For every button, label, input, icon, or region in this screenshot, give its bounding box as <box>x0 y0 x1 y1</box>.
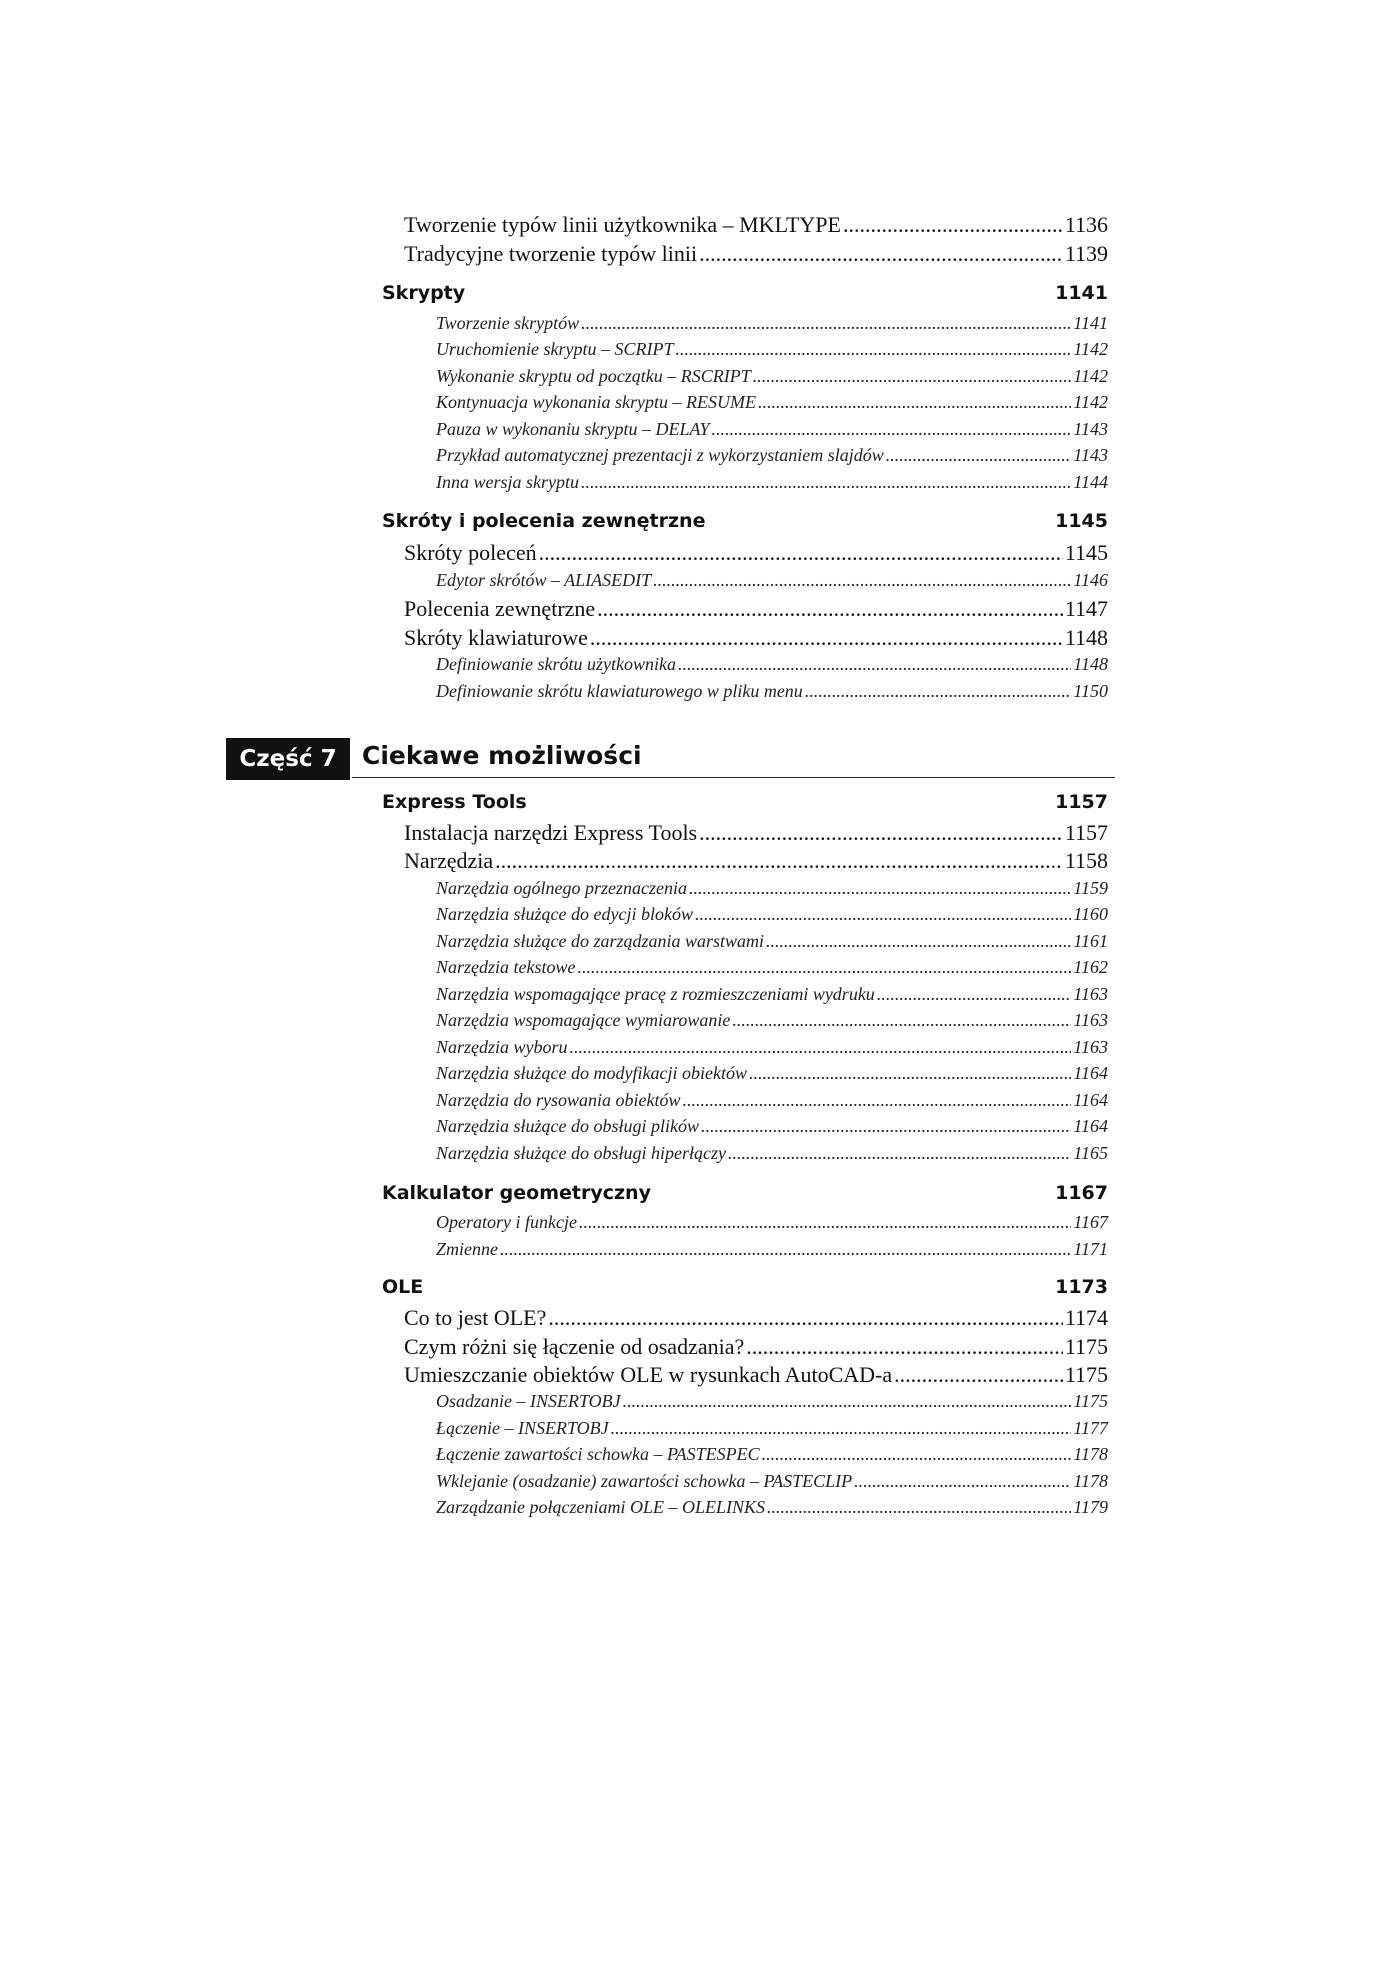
entry-title: Definiowanie skrótu klawiaturowego w pliku menu <box>436 681 803 701</box>
dot-leader <box>894 1362 1063 1388</box>
entry-title: Zmienne <box>436 1239 498 1259</box>
dot-leader <box>597 596 1063 622</box>
section-heading <box>382 1276 1108 1298</box>
dot-leader <box>762 1444 1072 1465</box>
entry-title: Instalacja narzędzi Express Tools <box>404 820 698 845</box>
entry-title: Zarządzanie połączeniami OLE – OLELINKS <box>436 1497 766 1517</box>
dot-leader <box>758 392 1071 413</box>
section-title: Skrypty <box>382 282 466 304</box>
section-heading <box>382 282 1108 304</box>
entry-page: 1142 <box>1073 392 1108 412</box>
entry-title: Polecenia zewnętrzne <box>404 596 596 621</box>
entry-title: Skróty klawiaturowe <box>404 625 588 650</box>
entry-title: Narzędzia wspomagające wymiarowanie <box>436 1010 731 1030</box>
part-label: Część 7 <box>226 738 350 780</box>
entry-page: 1143 <box>1073 419 1108 439</box>
entry-page: 1177 <box>1073 1418 1108 1438</box>
section-title: OLE <box>382 1276 424 1298</box>
entry-title: Umieszczanie obiektów OLE w rysunkach AutoCAD-a <box>404 1362 893 1387</box>
toc-subentry <box>436 1090 1108 1111</box>
entry-title: Narzędzia do rysowania obiektów <box>436 1090 681 1110</box>
toc-entry <box>404 848 1108 874</box>
entry-title: Narzędzia służące do obsługi plików <box>436 1116 700 1136</box>
dot-leader <box>886 445 1072 466</box>
entry-title: Definiowanie skrótu użytkownika <box>436 654 676 674</box>
entry-page: 1163 <box>1073 1010 1108 1030</box>
entry-title: Czym różni się łączenie od osadzania? <box>404 1334 745 1359</box>
dot-leader <box>500 1239 1071 1260</box>
entry-title: Edytor skrótów – ALIASEDIT <box>436 570 652 590</box>
toc-subentry <box>436 445 1108 466</box>
dot-leader <box>678 654 1071 675</box>
entry-page: 1164 <box>1073 1116 1108 1136</box>
toc-subentry <box>436 472 1108 493</box>
toc-subentry <box>436 339 1108 360</box>
dot-leader <box>611 1418 1072 1439</box>
entry-page: 1179 <box>1073 1497 1108 1517</box>
dot-leader <box>699 241 1063 267</box>
part-title: Ciekawe możliwości <box>362 741 642 770</box>
entry-page: 1163 <box>1073 984 1108 1004</box>
section-page: 1141 <box>1055 282 1108 304</box>
section-heading <box>382 1182 1108 1204</box>
dot-leader <box>578 957 1072 978</box>
section-page: 1145 <box>1055 510 1108 532</box>
entry-title: Operatory i funkcje <box>436 1212 577 1232</box>
toc-subentry <box>436 1116 1108 1137</box>
section-title: Express Tools <box>382 791 527 813</box>
section-page: 1157 <box>1055 791 1108 813</box>
entry-title: Uruchomienie skryptu – SCRIPT <box>436 339 674 359</box>
dot-leader <box>590 625 1063 651</box>
entry-page: 1175 <box>1064 1362 1108 1387</box>
entry-title: Przykład automatycznej prezentacji z wykorzystaniem slajdów <box>436 445 884 465</box>
entry-title: Tworzenie typów linii użytkownika – MKLTYPE <box>404 212 841 237</box>
toc-entry <box>404 241 1108 267</box>
dot-leader <box>746 1334 1063 1360</box>
entry-title: Tradycyjne tworzenie typów linii <box>404 241 698 266</box>
toc-subentry <box>436 570 1108 591</box>
entry-title: Narzędzia wyboru <box>436 1037 568 1057</box>
entry-page: 1145 <box>1064 540 1108 565</box>
section-title: Kalkulator geometryczny <box>382 1182 651 1204</box>
toc-subentry <box>436 904 1108 925</box>
toc-subentry <box>436 1063 1108 1084</box>
dot-leader <box>699 820 1063 846</box>
toc-subentry <box>436 1391 1108 1412</box>
entry-title: Narzędzia ogólnego przeznaczenia <box>436 878 687 898</box>
entry-page: 1164 <box>1073 1090 1108 1110</box>
toc-subentry <box>436 1010 1108 1031</box>
toc-entry <box>404 540 1108 566</box>
toc-subentry <box>436 654 1108 675</box>
toc-subentry <box>436 419 1108 440</box>
toc-subentry <box>436 1497 1108 1518</box>
toc-subentry <box>436 392 1108 413</box>
toc-entry <box>404 596 1108 622</box>
toc-subentry <box>436 931 1108 952</box>
entry-title: Inna wersja skryptu <box>436 472 579 492</box>
toc-subentry <box>436 984 1108 1005</box>
entry-title: Narzędzia służące do modyfikacji obiektów <box>436 1063 747 1083</box>
entry-page: 1165 <box>1073 1143 1108 1163</box>
toc-subentry <box>436 1037 1108 1058</box>
dot-leader <box>854 1471 1071 1492</box>
entry-title: Narzędzia tekstowe <box>436 957 576 977</box>
entry-page: 1158 <box>1064 848 1108 873</box>
entry-page: 1157 <box>1064 820 1108 845</box>
entry-page: 1178 <box>1073 1471 1108 1491</box>
entry-title: Łączenie – INSERTOBJ <box>436 1418 609 1438</box>
entry-title: Narzędzia służące do obsługi hiperłączy <box>436 1143 726 1163</box>
toc-entry <box>404 625 1108 651</box>
entry-title: Kontynuacja wykonania skryptu – RESUME <box>436 392 756 412</box>
toc-entry <box>404 1362 1108 1388</box>
entry-page: 1175 <box>1064 1334 1108 1359</box>
dot-leader <box>579 1212 1071 1233</box>
toc-entry <box>404 820 1108 846</box>
dot-leader <box>623 1391 1072 1412</box>
entry-page: 1164 <box>1073 1063 1108 1083</box>
dot-leader <box>570 1037 1072 1058</box>
entry-title: Wklejanie (osadzanie) zawartości schowka – PASTECLIP <box>436 1471 853 1491</box>
entry-page: 1141 <box>1073 313 1108 333</box>
entry-page: 1150 <box>1073 681 1108 701</box>
toc-subentry <box>436 957 1108 978</box>
toc-entry <box>404 212 1108 238</box>
dot-leader <box>539 540 1063 566</box>
entry-page: 1174 <box>1064 1305 1108 1330</box>
dot-leader <box>548 1305 1062 1331</box>
entry-title: Skróty poleceń <box>404 540 537 565</box>
entry-page: 1143 <box>1073 445 1108 465</box>
entry-page: 1175 <box>1073 1391 1108 1411</box>
toc-subentry <box>436 878 1108 899</box>
entry-title: Narzędzia wspomagające pracę z rozmieszczeniami wydruku <box>436 984 875 1004</box>
dot-leader <box>689 878 1071 899</box>
dot-leader <box>695 904 1071 925</box>
entry-page: 1163 <box>1073 1037 1108 1057</box>
dot-leader <box>753 366 1072 387</box>
entry-title: Tworzenie skryptów <box>436 313 580 333</box>
dot-leader <box>767 1497 1071 1518</box>
dot-leader <box>683 1090 1072 1111</box>
entry-page: 1148 <box>1073 654 1108 674</box>
toc-subentry <box>436 1471 1108 1492</box>
entry-title: Narzędzia służące do zarządzania warstwami <box>436 931 765 951</box>
toc-entry <box>404 1334 1108 1360</box>
part-divider <box>352 777 1115 778</box>
dot-leader <box>805 681 1072 702</box>
dot-leader <box>749 1063 1071 1084</box>
entry-page: 1160 <box>1073 904 1108 924</box>
dot-leader <box>732 1010 1071 1031</box>
toc-subentry <box>436 1239 1108 1260</box>
dot-leader <box>581 313 1071 334</box>
dot-leader <box>701 1116 1071 1137</box>
entry-page: 1136 <box>1064 212 1108 237</box>
toc-subentry <box>436 1212 1108 1233</box>
entry-page: 1162 <box>1073 957 1108 977</box>
entry-page: 1159 <box>1073 878 1108 898</box>
entry-page: 1144 <box>1073 472 1108 492</box>
dot-leader <box>843 212 1063 238</box>
dot-leader <box>712 419 1072 440</box>
section-heading <box>382 791 1108 813</box>
entry-title: Narzędzia służące do edycji bloków <box>436 904 693 924</box>
entry-page: 1139 <box>1064 241 1108 266</box>
dot-leader <box>877 984 1072 1005</box>
toc-subentry <box>436 1418 1108 1439</box>
entry-page: 1161 <box>1073 931 1108 951</box>
toc-subentry <box>436 313 1108 334</box>
dot-leader <box>653 570 1071 591</box>
entry-title: Wykonanie skryptu od początku – RSCRIPT <box>436 366 751 386</box>
toc-subentry <box>436 366 1108 387</box>
dot-leader <box>495 848 1063 874</box>
entry-title: Osadzanie – INSERTOBJ <box>436 1391 621 1411</box>
dot-leader <box>728 1143 1071 1164</box>
section-page: 1167 <box>1055 1182 1108 1204</box>
toc-subentry <box>436 1143 1108 1164</box>
toc-subentry <box>436 1444 1108 1465</box>
entry-page: 1148 <box>1064 625 1108 650</box>
dot-leader <box>766 931 1071 952</box>
dot-leader <box>675 339 1071 360</box>
entry-page: 1178 <box>1073 1444 1108 1464</box>
section-heading <box>382 510 1108 532</box>
entry-title: Pauza w wykonaniu skryptu – DELAY <box>436 419 710 439</box>
entry-page: 1142 <box>1073 366 1108 386</box>
entry-page: 1147 <box>1064 596 1108 621</box>
entry-page: 1142 <box>1073 339 1108 359</box>
dot-leader <box>581 472 1071 493</box>
entry-title: Łączenie zawartości schowka – PASTESPEC <box>436 1444 760 1464</box>
section-page: 1173 <box>1055 1276 1108 1298</box>
section-title: Skróty i polecenia zewnętrzne <box>382 510 706 532</box>
entry-title: Co to jest OLE? <box>404 1305 547 1330</box>
entry-page: 1146 <box>1073 570 1108 590</box>
entry-page: 1171 <box>1073 1239 1108 1259</box>
entry-title: Narzędzia <box>404 848 494 873</box>
toc-subentry <box>436 681 1108 702</box>
toc-entry <box>404 1305 1108 1331</box>
entry-page: 1167 <box>1073 1212 1108 1232</box>
